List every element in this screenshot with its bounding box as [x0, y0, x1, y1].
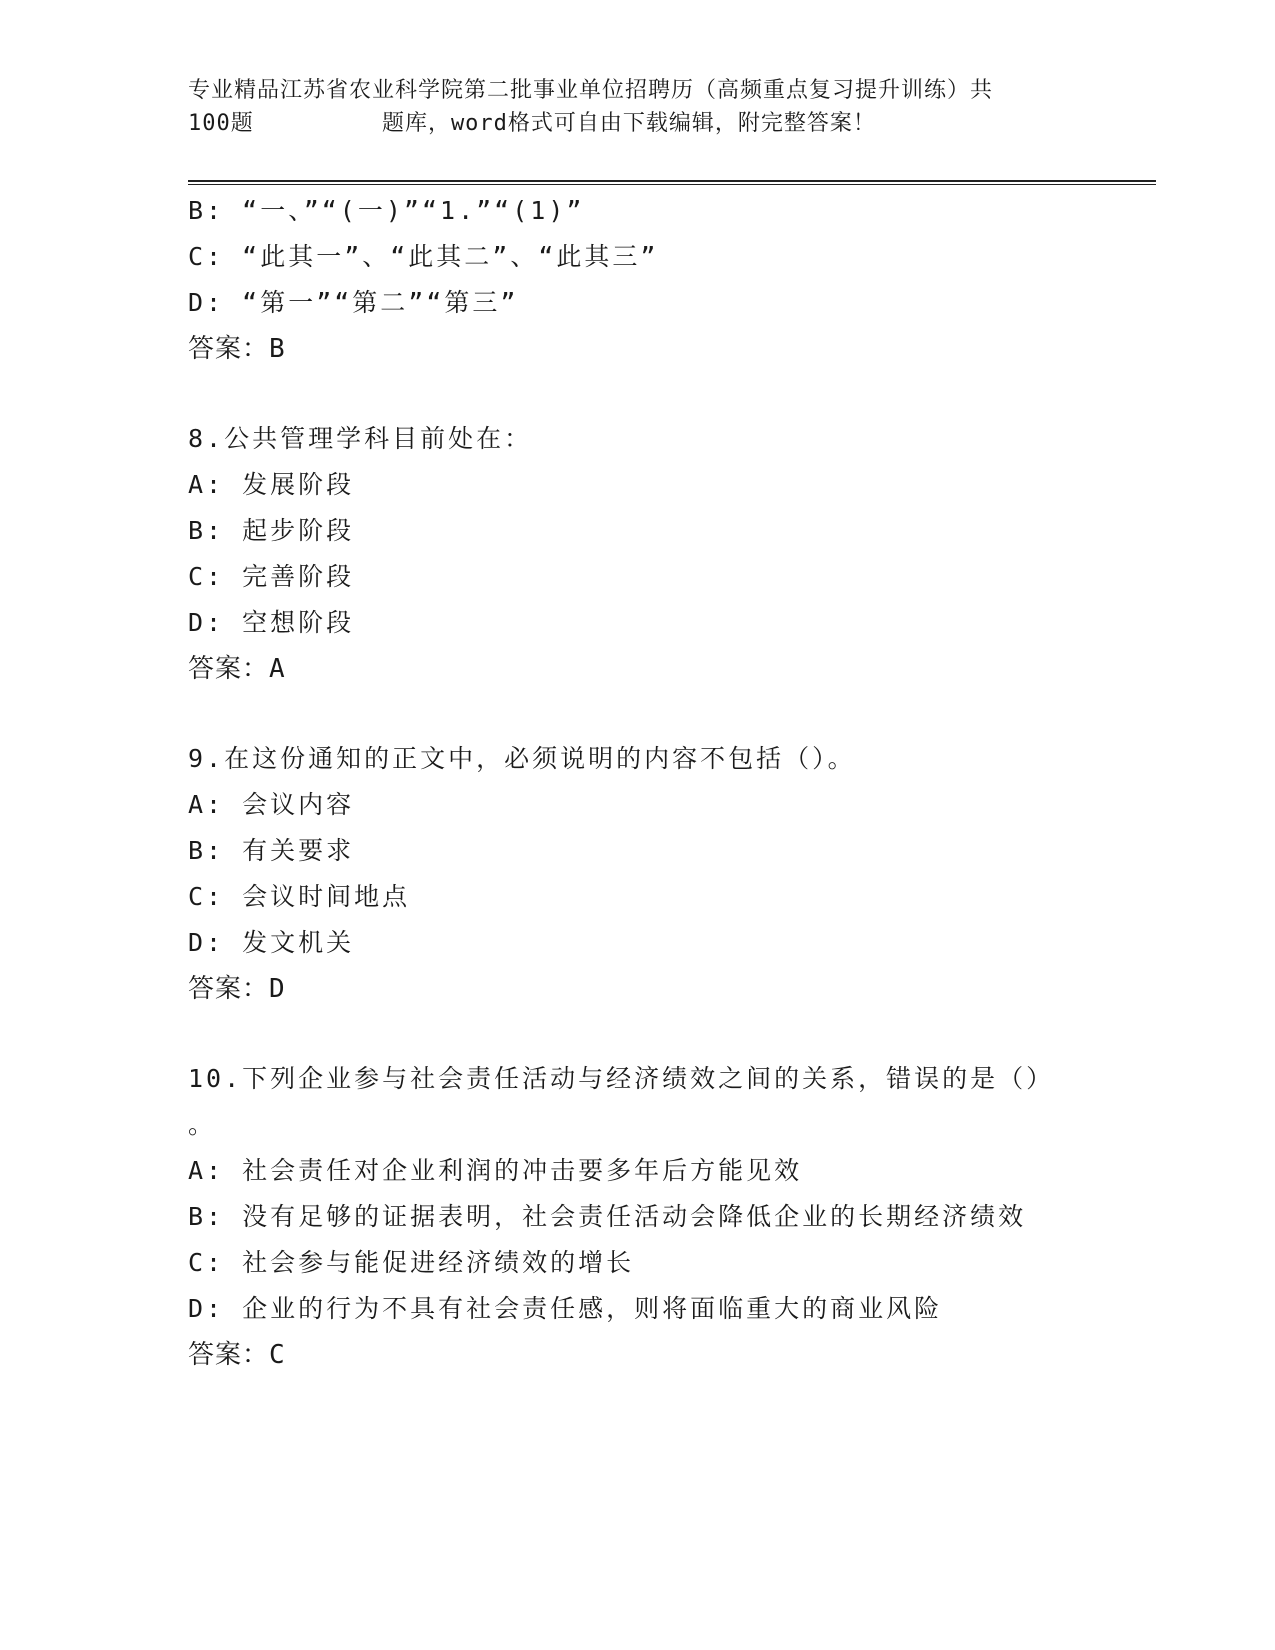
option-c: C: “此其一”、“此其二”、“此其三”	[188, 242, 659, 271]
option-a: A: 社会责任对企业利润的冲击要多年后方能见效	[188, 1156, 803, 1185]
spacer	[188, 1012, 1088, 1056]
header-divider-thick	[188, 180, 1156, 182]
question-stem: 8.公共管理学科目前处在：	[188, 424, 533, 453]
option-b: B: 起步阶段	[188, 516, 355, 545]
question-stem-line-1: 10.下列企业参与社会责任活动与经济绩效之间的关系，错误的是（）	[188, 1064, 1055, 1093]
option-c: C: 会议时间地点	[188, 882, 411, 911]
option-b: B: “一、”“(一)”“1.”“(1)”	[188, 196, 585, 225]
header-title-line-2: 100题 题库，word格式可自由下载编辑，附完整答案！	[188, 111, 876, 136]
option-d: D: “第一”“第二”“第三”	[188, 288, 519, 317]
question-stem: 9.在这份通知的正文中，必须说明的内容不包括（）。	[188, 744, 856, 773]
answer-line: 答案：A	[188, 654, 286, 684]
question-8	[188, 416, 1088, 692]
option-d: D: 发文机关	[188, 928, 355, 957]
answer-line: 答案：C	[188, 1340, 286, 1370]
prev-question-block	[188, 188, 1088, 372]
option-c: C: 完善阶段	[188, 562, 355, 591]
answer-line: 答案：D	[188, 974, 286, 1004]
option-a: A: 会议内容	[188, 790, 355, 819]
question-list	[188, 188, 1088, 1378]
header-divider-thin	[188, 184, 1156, 185]
spacer	[188, 372, 1088, 416]
spacer	[188, 692, 1088, 736]
option-c: C: 社会参与能促进经济绩效的增长	[188, 1248, 635, 1277]
option-d: D: 企业的行为不具有社会责任感，则将面临重大的商业风险	[188, 1294, 943, 1323]
answer-line: 答案：B	[188, 334, 286, 364]
option-b: B: 有关要求	[188, 836, 355, 865]
question-10	[188, 1056, 1088, 1378]
option-d: D: 空想阶段	[188, 608, 355, 637]
header-title-line-1: 专业精品江苏省农业科学院第二批事业单位招聘历（高频重点复习提升训练）共	[188, 78, 994, 103]
option-b: B: 没有足够的证据表明，社会责任活动会降低企业的长期经济绩效	[188, 1202, 1027, 1231]
option-a: A: 发展阶段	[188, 470, 355, 499]
document-header	[188, 74, 1088, 140]
question-stem-line-2: 。	[188, 1110, 217, 1139]
question-9	[188, 736, 1088, 1012]
